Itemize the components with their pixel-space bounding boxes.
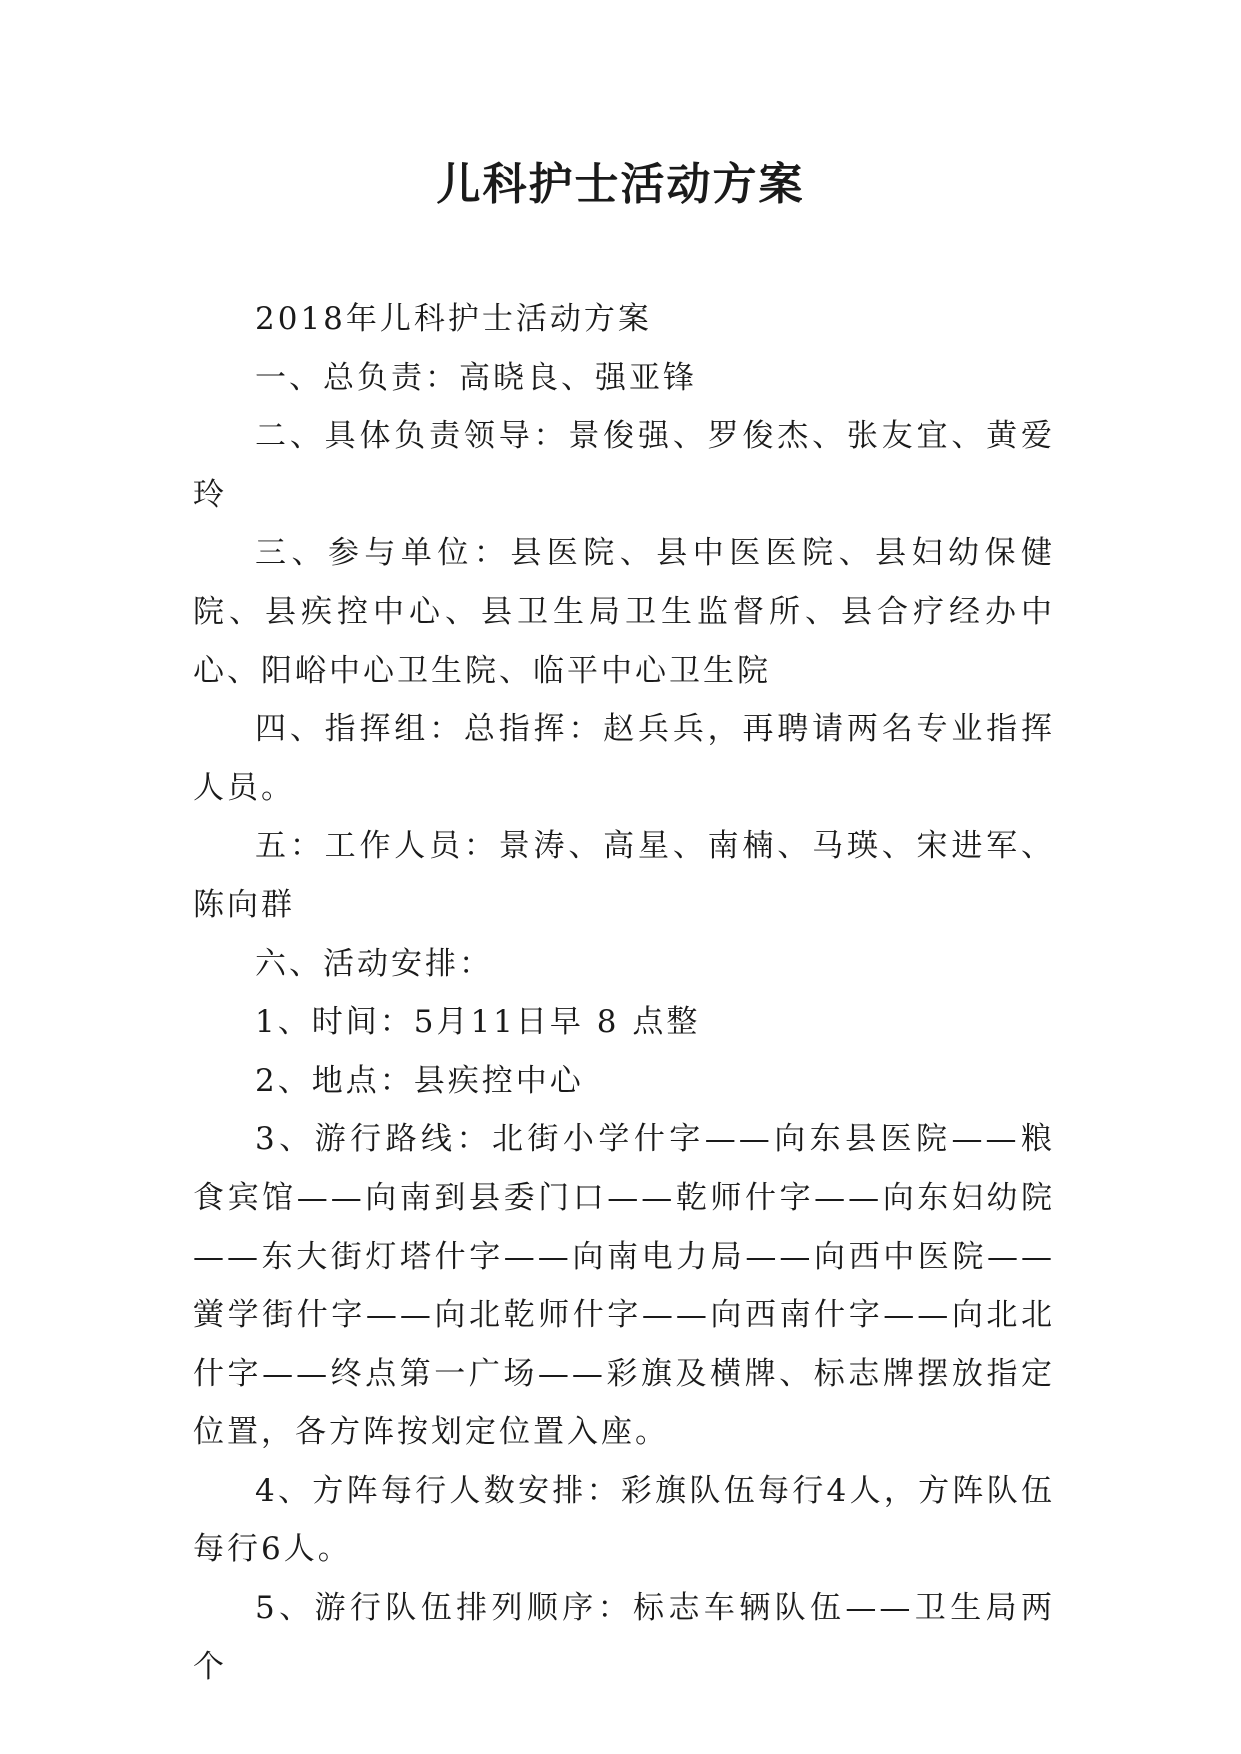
paragraph-parade-order: 5、游行队伍排列顺序：标志车辆队伍——卫生局两个 [193,1590,1055,1685]
document-title: 儿科护士活动方案 [436,159,805,210]
paragraph-staff: 五：工作人员：景涛、高星、南楠、马瑛、宋进军、陈向群 [193,828,1055,923]
paragraph-command-group: 四、指挥组：总指挥：赵兵兵，再聘请两名专业指挥人员。 [193,711,1055,806]
document-body [193,290,1055,1696]
paragraph-general-lead: 一、总负责：高晓良、强亚锋 [255,359,697,396]
paragraph-heading-year: 2018年儿科护士活动方案 [255,301,652,337]
paragraph-participating-units: 三、参与单位：县医院、县中医医院、县妇幼保健院、县疾控中心、县卫生局卫生监督所、县合疗经办中心、阳峪中心卫生院、临平中心卫生院 [193,535,1055,689]
paragraph-parade-route: 3、游行路线：北街小学什字——向东县医院——粮食宾馆——向南到县委门口——乾师什字——向东妇幼院——东大街灯塔什字——向南电力局——向西中医院——黉学街什字——向北乾师什字——向西南什字——向北北什字——终点第一广场——彩旗及横牌、标志牌摆放指定位置，各方阵按划定位置入座。 [193,1121,1055,1451]
paragraph-location: 2、地点：县疾控中心 [255,1062,584,1099]
paragraph-time: 1、时间：5月11日早 8 点整 [255,1004,701,1041]
paragraph-formation-size: 4、方阵每行人数安排：彩旗队伍每行4人，方阵队伍每行6人。 [193,1472,1055,1568]
paragraph-activity-arrangement: 六、活动安排： [255,945,493,982]
paragraph-specific-leaders: 二、具体负责领导：景俊强、罗俊杰、张友宜、黄爱玲 [193,418,1055,513]
